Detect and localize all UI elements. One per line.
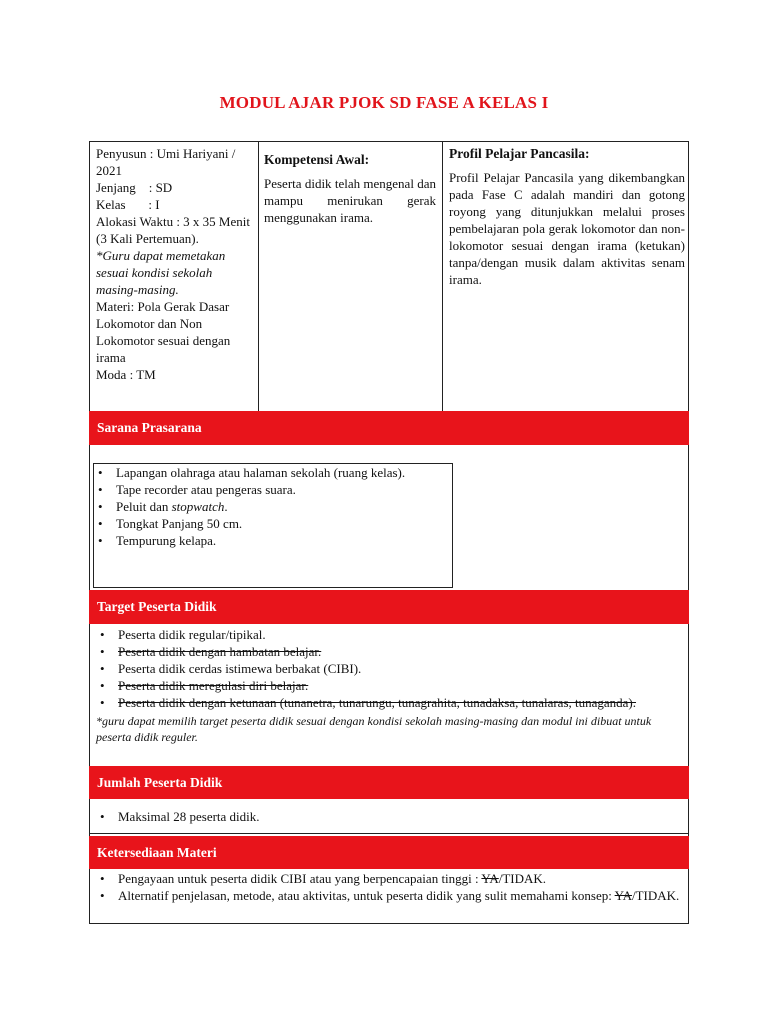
- column-divider: [258, 141, 259, 411]
- list-item: • Tempurung kelapa.: [94, 532, 448, 549]
- pancasila-profile-text: Profil Pelajar Pancasila yang dikembangkan pada Fase C adalah mandiri dan gotong royong yang ditunjukkan melalui proses pembelajaran pola gerak lokomotor dan non-lokomotor sesuai dengan irama (ketukan) tanpa/dengan musik dalam aktivitas senam irama.: [449, 170, 685, 287]
- item-text: Alternatif penjelasan, metode, atau aktivitas, untuk peserta didik yang sulit memahami konsep:: [118, 888, 615, 903]
- document-title: MODUL AJAR PJOK SD FASE A KELAS I: [219, 93, 549, 112]
- facilities-box: [93, 463, 453, 588]
- mode-line: Moda : TM: [96, 367, 156, 382]
- struck-option: YA: [614, 888, 632, 903]
- facility-text: Peluit dan stopwatch.: [116, 499, 228, 514]
- item-text: /TIDAK.: [631, 888, 680, 903]
- target-students-cell: [96, 626, 684, 745]
- target-note: *guru dapat memilih target peserta didik sesuai dengan kondisi sekolah masing-masing dan modul ini dibuat untuk peserta didik reguler.: [96, 714, 652, 744]
- pancasila-profile-cell: [449, 145, 685, 288]
- list-item: • Maksimal 28 peserta didik.: [96, 808, 684, 825]
- column-divider: [442, 141, 443, 411]
- list-item: • Tongkat Panjang 50 cm.: [94, 515, 448, 532]
- module-info-cell: [96, 145, 254, 383]
- pancasila-profile-heading: Profil Pelajar Pancasila:: [449, 146, 590, 161]
- list-item: [96, 887, 684, 904]
- student-count-cell: [96, 808, 684, 825]
- list-item: • Peserta didik dengan ketunaan (tunanetra, tunarungu, tunagrahita, tunadaksa, tunalaras, tunaganda).: [96, 694, 684, 711]
- item-text: Pengayaan untuk peserta didik CIBI atau yang berpencapaian tinggi :: [118, 871, 482, 886]
- initial-competence-cell: [264, 151, 436, 226]
- time-allocation-line: Alokasi Waktu : 3 x 35 Menit (3 Kali Pertemuan).: [96, 214, 250, 246]
- list-item: • Tape recorder atau pengeras suara.: [94, 481, 448, 498]
- item-text: /TIDAK.: [498, 871, 547, 886]
- list-item: • Peserta didik dengan hambatan belajar.: [96, 643, 684, 660]
- section-header-material-availability: Ketersediaan Materi: [89, 836, 689, 869]
- teacher-note: *Guru dapat memetakan sesuai kondisi sekolah masing-masing.: [96, 248, 226, 297]
- italic-term: stopwatch: [171, 499, 225, 514]
- class-line: Kelas : I: [96, 197, 160, 212]
- list-item: • Lapangan olahraga atau halaman sekolah (ruang kelas).: [94, 464, 448, 481]
- author-line: Penyusun : Umi Hariyani / 2021: [96, 146, 236, 178]
- material-line: Materi: Pola Gerak Dasar Lokomotor dan Non Lokomotor sesuai dengan irama: [96, 299, 231, 365]
- list-item: [96, 870, 684, 887]
- struck-option: YA: [481, 871, 499, 886]
- material-availability-cell: [96, 870, 684, 904]
- list-item: • Peserta didik cerdas istimewa berbakat (CIBI).: [96, 660, 684, 677]
- initial-competence-text: Peserta didik telah mengenal dan mampu menirukan gerak menggunakan irama.: [264, 176, 436, 225]
- divider: [89, 833, 689, 834]
- section-header-student-count: Jumlah Peserta Didik: [89, 766, 689, 799]
- target-students-list: [96, 626, 684, 711]
- section-header-target-students: Target Peserta Didik: [89, 590, 689, 624]
- material-availability-list: [96, 870, 684, 904]
- list-item: • Peserta didik regular/tipikal.: [96, 626, 684, 643]
- list-item: [94, 498, 448, 515]
- student-count-list: [96, 808, 684, 825]
- initial-competence-heading: Kompetensi Awal:: [264, 152, 370, 167]
- list-item: • Peserta didik meregulasi diri belajar.: [96, 677, 684, 694]
- level-line: Jenjang : SD: [96, 180, 173, 195]
- facilities-list: [94, 464, 452, 549]
- section-header-facilities: Sarana Prasarana: [89, 411, 689, 445]
